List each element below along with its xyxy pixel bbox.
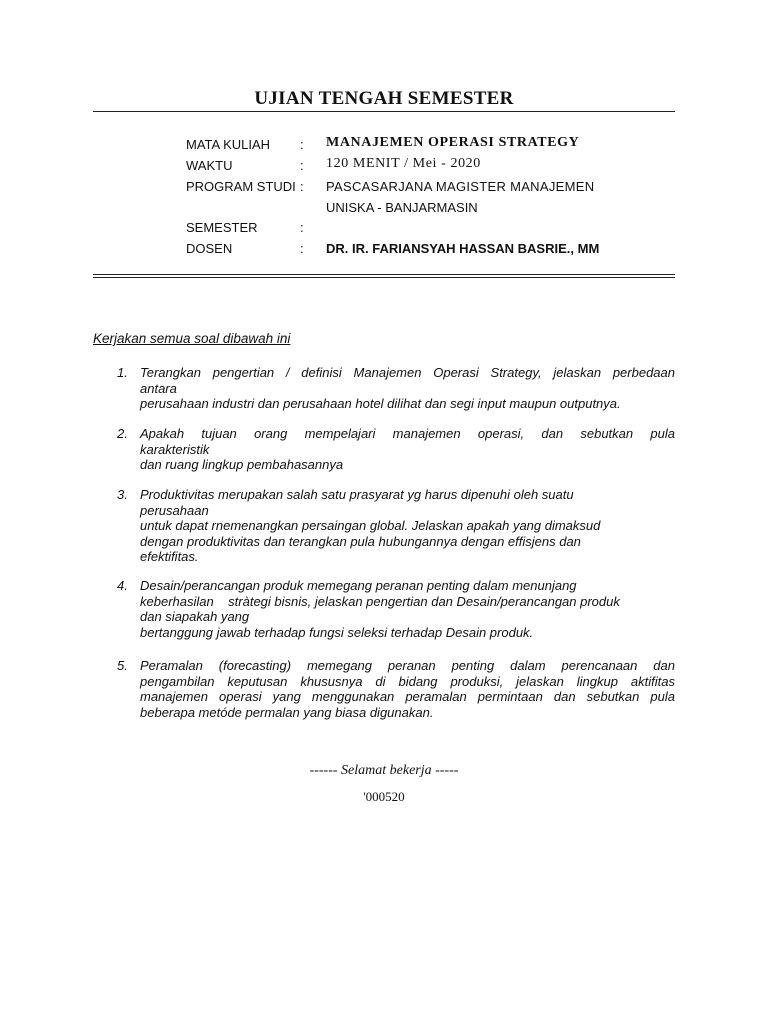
- mata-kuliah-colon: :: [300, 137, 304, 152]
- program-studi-value-line2: UNISKA - BANJARMASIN: [326, 200, 478, 215]
- question-body: [140, 487, 675, 565]
- page-title: UJIAN TENGAH SEMESTER: [254, 88, 514, 109]
- question-line: efektifitas.: [140, 549, 199, 564]
- question-number: 3.: [117, 487, 128, 502]
- question-line: antara: [140, 380, 177, 396]
- dosen-label: DOSEN: [186, 241, 233, 256]
- question-line: keberhasilan stràtegi bisnis, jelaskan pengertian dan Desain/perancangan produk: [140, 593, 620, 609]
- waktu-label: WAKTU: [186, 158, 233, 173]
- question-line: bertanggung jawab terhadap fungsi seleksi terhadap Desain produk.: [140, 624, 534, 640]
- header-double-rule-top: [93, 274, 675, 275]
- question-body: [140, 578, 675, 640]
- instruction-text: Kerjakan semua soal dibawah ini: [93, 331, 291, 346]
- semester-label: SEMESTER: [186, 220, 258, 235]
- waktu-colon: :: [300, 158, 304, 173]
- title-underline: [93, 111, 675, 112]
- question-line: Produktivitas merupakan salah satu prasyarat yg harus dipenuhi oleh suatu: [140, 487, 574, 502]
- question-line: manajemen operasi yang menggunakan peramalan permintaan dan sebutkan pula: [140, 689, 675, 704]
- header-double-rule-bottom: [93, 277, 675, 278]
- question-line: perusahaan industri dan perusahaan hotel dilihat dan segi input maupun outputnya.: [140, 396, 621, 411]
- question-body: [140, 426, 675, 473]
- question-line: karakteristik: [140, 441, 210, 457]
- program-studi-colon: :: [300, 179, 304, 194]
- question-body: [140, 658, 675, 720]
- semester-colon: :: [300, 220, 304, 235]
- question-line: pengambilan keputusan khususnya di bidang produksi, jelaskan lingkup aktifitas: [140, 673, 675, 689]
- program-studi-value-line1: PASCASARJANA MAGISTER MANAJEMEN: [326, 179, 595, 194]
- waktu-value: 120 MENIT / Mei - 2020: [326, 156, 481, 171]
- closing-text: ------ Selamat bekerja -----: [309, 763, 459, 778]
- question-number: 1.: [117, 365, 128, 380]
- question-number: 5.: [117, 658, 128, 673]
- document-code: '000520: [363, 789, 405, 804]
- question-line: dengan produktivitas dan terangkan pula hubungannya dengan effisjens dan: [140, 533, 581, 549]
- question-line: Terangkan pengertian / definisi Manajemen Operasi Strategy, jelaskan perbedaan: [140, 365, 675, 380]
- question-line: Peramalan (forecasting) memegang peranan penting dalam perencanaan dan: [140, 658, 675, 673]
- question-number: 2.: [117, 426, 128, 441]
- question-body: [140, 365, 675, 412]
- question-line: Apakah tujuan orang mempelajari manajemen operasi, dan sebutkan pula: [140, 426, 675, 441]
- program-studi-label: PROGRAM STUDI: [186, 179, 296, 194]
- question-line: dan siapakah yang: [140, 609, 250, 624]
- mata-kuliah-value: MANAJEMEN OPERASI STRATEGY: [326, 135, 580, 150]
- question-line: beberapa metóde permalan yang biasa digunakan.: [140, 704, 434, 720]
- dosen-value: DR. IR. FARIANSYAH HASSAN BASRIE., MM: [326, 241, 600, 256]
- question-line: untuk dapat rnemenangkan persaingan global. Jelaskan apakah yang dimaksud: [140, 518, 601, 533]
- question-number: 4.: [117, 578, 128, 593]
- mata-kuliah-label: MATA KULIAH: [186, 137, 271, 152]
- question-line: Desain/perancangan produk memegang peranan penting dalam menunjang: [140, 578, 577, 593]
- dosen-colon: :: [300, 241, 304, 256]
- question-line: dan ruang lingkup pembahasannya: [140, 457, 344, 472]
- question-line: perusahaan: [140, 502, 209, 518]
